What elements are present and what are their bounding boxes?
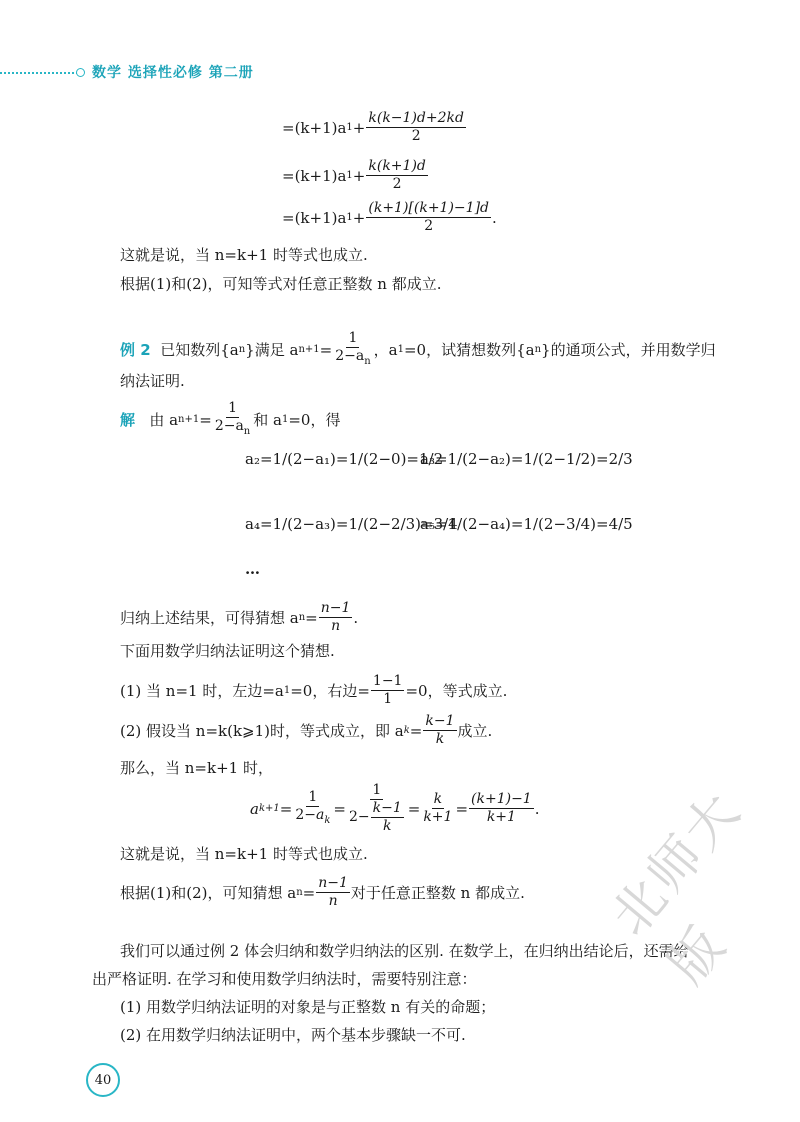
numerator: n−1 [318,875,348,891]
numerator: k(k+1)d [368,158,426,174]
fraction [213,400,252,440]
sub: n+1 [298,344,320,356]
header-dotted-line [0,72,78,74]
denominator: k [382,818,392,834]
denominator: n [328,893,338,909]
text: 根据(1)和(2)，可知猜想 a [120,884,297,902]
denominator [333,348,372,370]
text: (2) 假设当 n=k(k⩾1)时，等式成立，即 a [120,722,404,740]
denominator: 1 [383,691,393,707]
denominator [213,418,252,440]
watermark-text: 北师大版 [599,779,754,996]
sub: 1 [397,344,404,356]
period: . [492,208,497,227]
fraction [293,789,332,829]
denominator: n [331,618,341,634]
numerator: k(k−1)d+2kd [368,110,464,126]
numerator: 1 [372,782,382,798]
remark-line-2: 出严格证明. 在学习和使用数学归纳法时，需要特别注意： [92,970,477,988]
proof-line-1 [282,110,467,145]
sub: n [243,425,251,437]
numerator: n−1 [320,600,351,616]
sub: 1 [346,212,353,223]
example-label: 例 2 [120,341,151,360]
fraction [366,110,466,145]
text: 已知数列{a [160,341,239,360]
inner-fraction [371,800,404,835]
text: (1) 当 n=1 时，左边=a [120,682,284,700]
text: 由 a [149,411,179,430]
proof1-conclusion-1: 这就是说，当 n=k+1 时等式也成立. [120,246,368,264]
text: }满足 a [245,341,299,360]
sub: 1 [283,685,291,696]
fraction [333,330,372,370]
text: = [319,340,333,359]
text: }的通项公式，并用数学归 [541,341,716,360]
numerator: (k+1)−1 [471,791,532,807]
then-line: 那么，当 n=k+1 时， [120,759,273,777]
fraction [421,791,454,826]
numerator: k−1 [425,713,455,729]
text: =0，等式成立. [405,682,508,700]
sub: 1 [346,170,353,181]
period: . [353,608,359,627]
text: ，a [373,341,398,360]
fraction [423,713,456,748]
remark-item-2: (2) 在用数学归纳法证明中，两个基本步骤缺一不可. [120,1026,466,1044]
fraction [366,200,491,235]
text: 归纳上述结果，可得猜想 a [120,609,299,627]
step2: (2) 假设当 n=k(k⩾1)时，等式成立，即 a k = $\frac{k-1}{k}$ 成立. [120,713,493,747]
a4-line: a₄=1/(2−a₃)=1/(2−2/3)=3/4 [245,515,458,533]
numerator: (k+1)[(k+1)−1]d [368,200,489,216]
fraction [366,158,428,193]
denominator: k+1 [486,809,516,825]
a2-line: a₂=1/(2−a₁)=1/(2−0)=1/2 [245,450,444,468]
sub: k [403,725,410,736]
example2-statement [120,330,716,370]
text: 和 a [253,411,282,430]
numerator: 1−1 [372,673,403,689]
text: =0，试猜想数列{a [403,341,535,360]
denominator: $2-a_k$ [295,806,331,826]
numerator: k−1 [372,800,402,816]
denominator: 2− $\frac{k-1}{k}$ [348,800,402,834]
numerator: k [433,791,443,807]
sub: n [238,344,246,356]
proof-intro: 下面用数学归纳法证明这个猜想. [120,642,335,660]
a3-line: a₃=1/(2−a₂)=1/(2−1/2)=2/3 [420,450,633,468]
denominator: 2 [424,218,434,234]
denominator: k [435,731,445,747]
expr: =(k+1)a [282,208,347,227]
plus: + [352,208,366,227]
text: =0，得 [288,411,341,430]
sub: n [364,355,371,367]
sub: n+1 [178,414,200,426]
plus: + [352,118,366,137]
header-title: 数学 选择性必修 第二册 [92,65,254,81]
a-symbol: a [250,799,259,818]
text: =0，右边= [290,682,370,700]
denominator: k+1 [423,809,453,825]
remark-item-1: (1) 用数学归纳法证明的对象是与正整数 n 有关的命题； [120,998,496,1016]
solution-intro [120,400,340,440]
expr: =(k+1)a [282,118,347,137]
plus: + [352,166,366,185]
proof-line-3 [282,200,497,235]
sub: n [296,887,303,898]
sub: 1 [346,122,353,133]
sub: k+1 [258,803,280,814]
fraction [316,875,350,910]
sub: 1 [281,414,289,426]
text: 成立. [457,722,493,740]
remark-line-1: 我们可以通过例 2 体会归纳和数学归纳法的区别. 在数学上，在归纳出结论后，还需给 [120,942,689,960]
denominator: 2 [411,128,421,144]
den-text: 2−a [335,348,365,364]
solution-conclusion-1: 这就是说，当 n=k+1 时等式也成立. [120,845,368,863]
proof-line-2 [282,158,429,193]
step1 [120,673,507,708]
proof1-conclusion-2: 根据(1)和(2)，可知等式对任意正整数 n 都成立. [120,275,442,293]
induction-derivation: a k+1 = $\frac{1}{2-a_k}$ = 1 2− $\frac{k-1}{k}$ = $\frac{k}{k+1}$ = $\frac{(k+1)-1}{k+1}$ . [250,782,540,834]
text: 对于任意正整数 n 都成立. [350,884,525,902]
numerator: 1 [348,330,358,346]
guess-line: 归纳上述结果，可得猜想 a n = $\frac{n-1}{n}$ . [120,600,359,634]
den-text: 2−a [214,418,244,434]
solution-label: 解 [120,411,136,430]
fraction [469,791,534,826]
text: = [199,410,212,429]
fraction [319,600,353,635]
expr: =(k+1)a [282,166,347,185]
fraction [347,782,407,835]
header-dot-icon [76,68,85,77]
numerator: 1 [228,400,237,416]
denominator: 2 [392,176,402,192]
numerator: 1 [308,788,318,805]
fraction [371,673,405,708]
a5-line: a₅=1/(2−a₄)=1/(2−3/4)=4/5 [420,515,633,533]
ellipsis: … [245,560,260,578]
example2-statement-line2: 纳法证明. [120,372,185,390]
sub: n [298,612,306,623]
page-number: 40 [86,1063,120,1097]
solution-conclusion-2: 根据(1)和(2)，可知猜想 a n = $\frac{n-1}{n}$ 对于任意正整数 n 都成立. [120,875,525,909]
sub: n [534,344,542,356]
